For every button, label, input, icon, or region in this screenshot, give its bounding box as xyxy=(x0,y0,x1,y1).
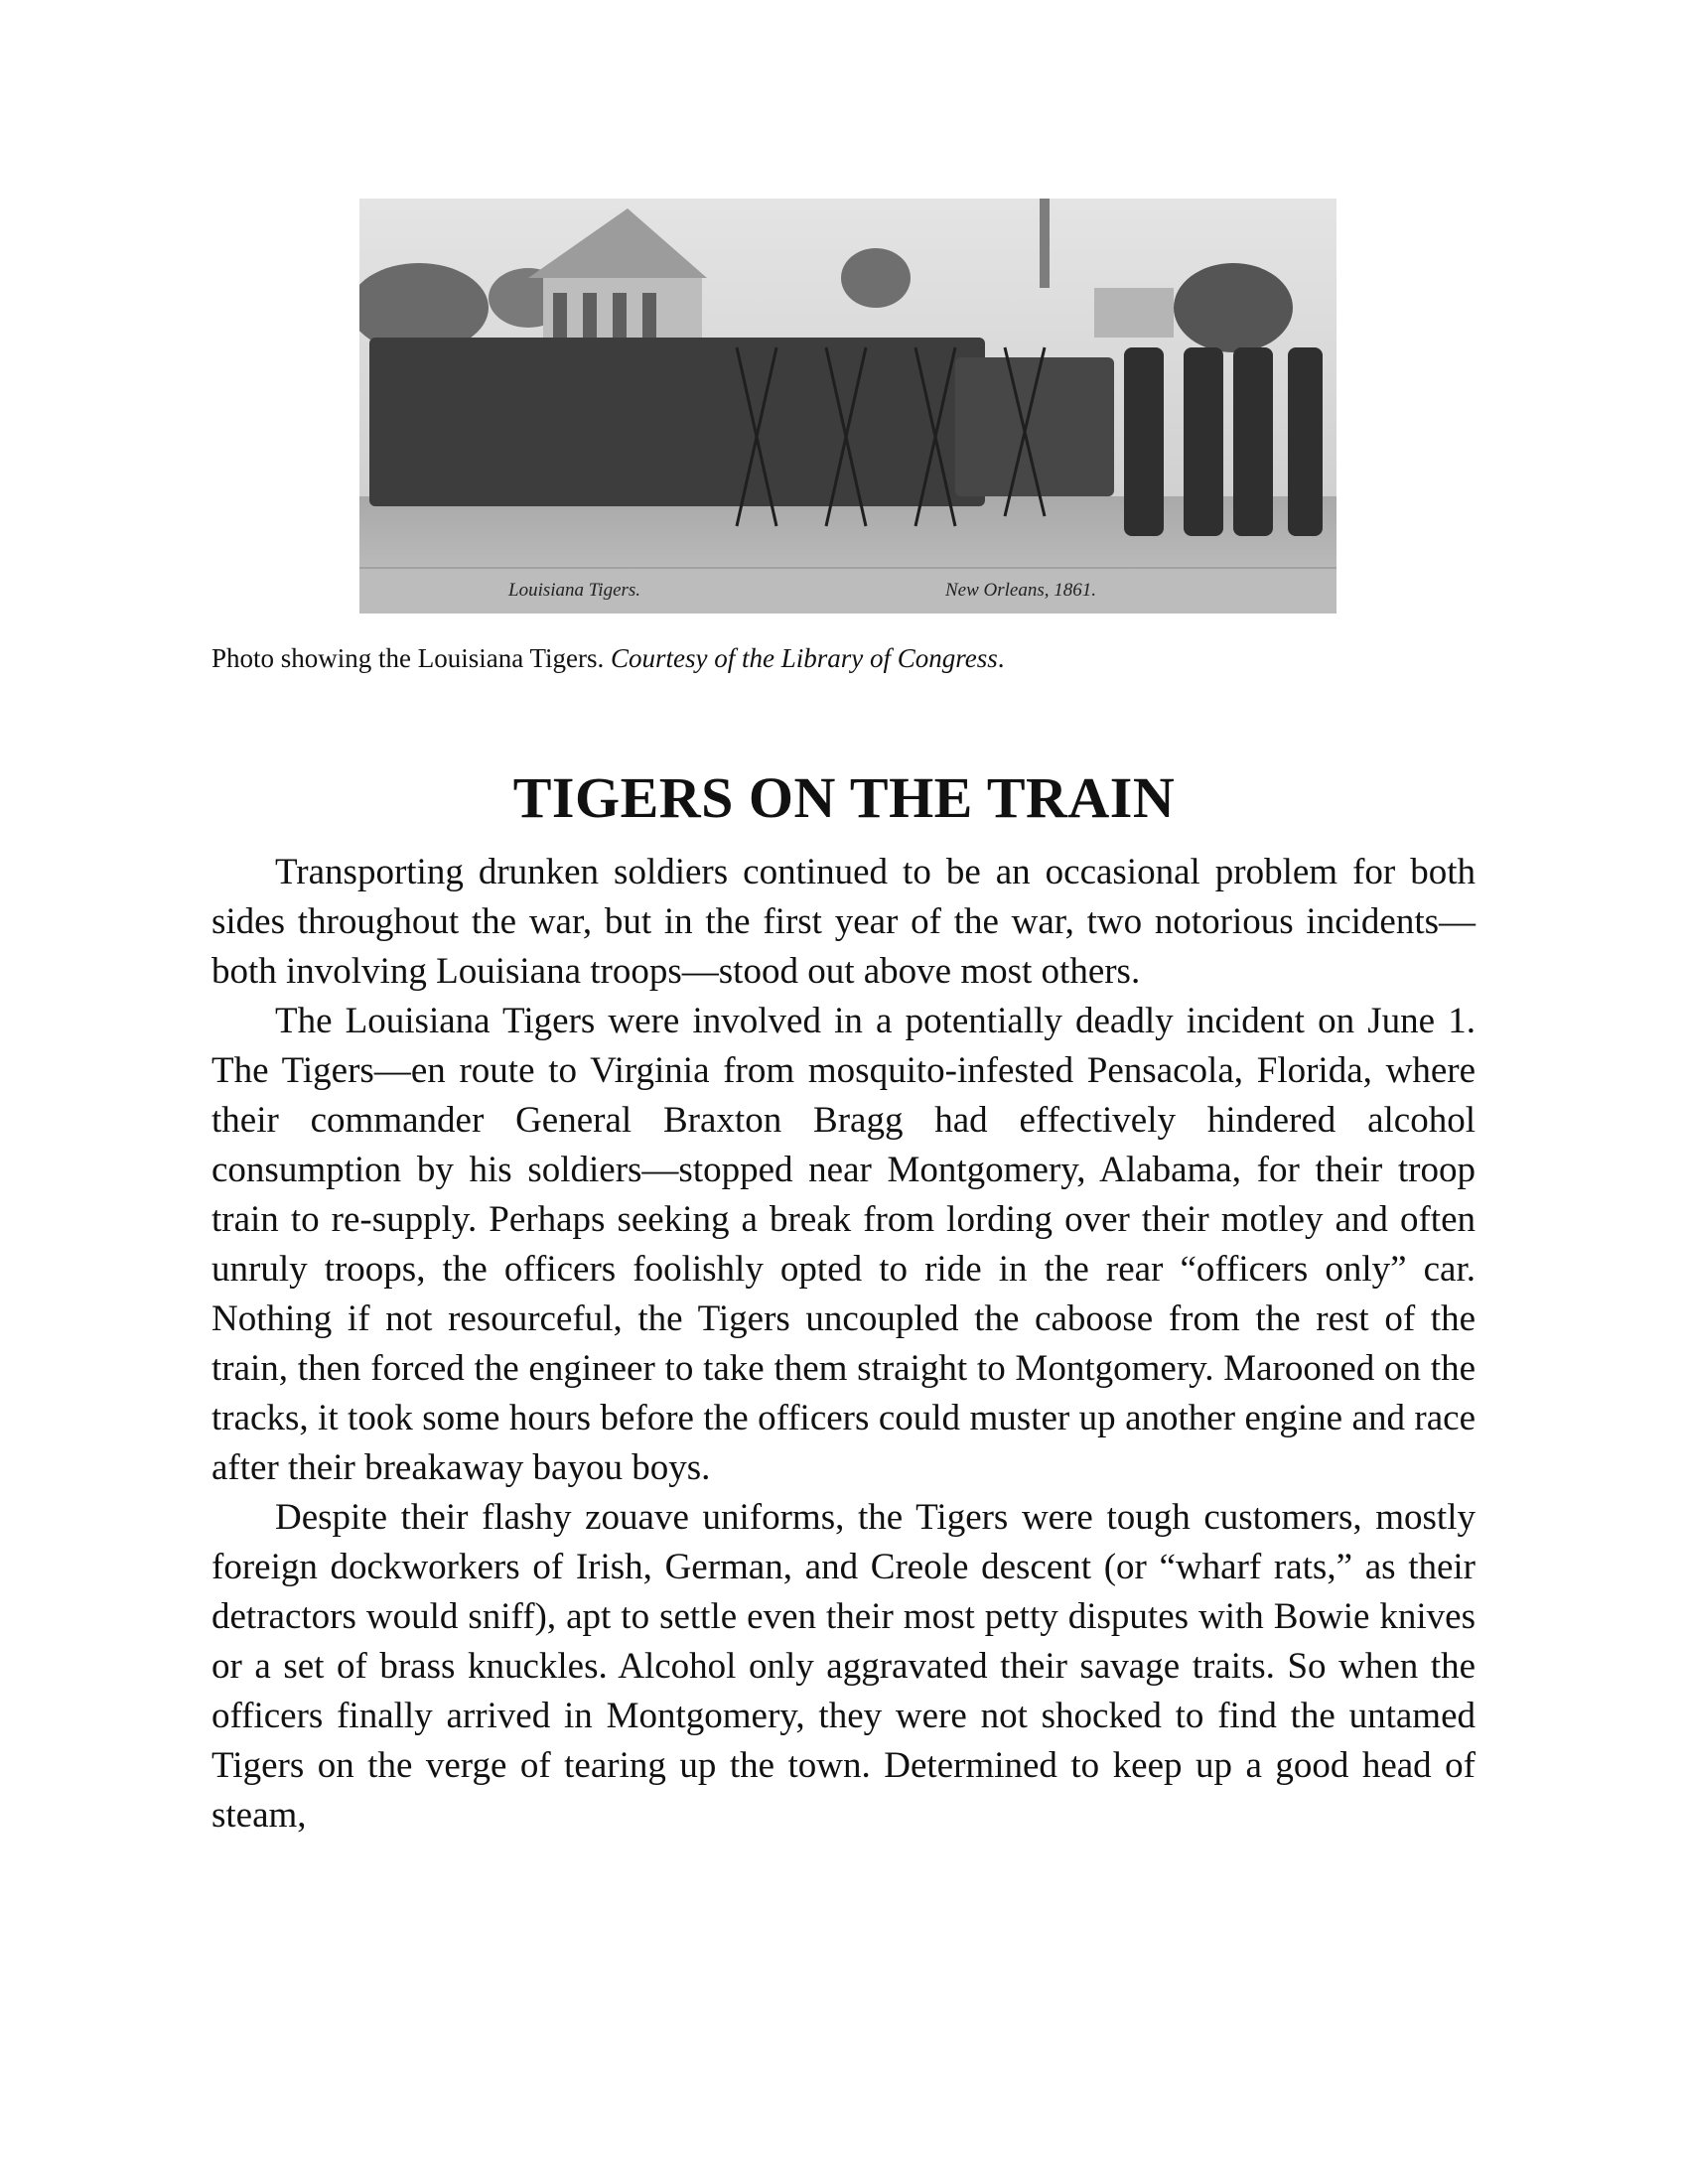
paragraph: Despite their flashy zouave uniforms, the Tigers were tough customers, mostly foreign dockworkers of Irish, German, and Creole descent (or “wharf rats,” as their detractors would sniff), apt to settle even their most petty disputes with Bowie knives or a set of brass knuckles. Alcohol only aggravated their savage traits. So when the officers finally arrived in Montgomery, they were not shocked to find the untamed Tigers on the verge of tearing up the town. Determined to keep up a good head of steam, xyxy=(211,1497,1476,1836)
photo-inscription-right: New Orleans, 1861. xyxy=(945,580,1096,601)
photo-inscription-left: Louisiana Tigers. xyxy=(508,580,641,601)
paragraph: The Louisiana Tigers were involved in a potentially deadly incident on June 1. The Tigers—en route to Virginia from mosquito-infested Pensacola, Florida, where their commander General Braxton Bragg had effectively hindered alcohol consumption by his soldiers—stopped near Montgomery, Alabama, for their troop train to re-supply. Perhaps seeking a break from lording over their motley and often unruly troops, the officers foolishly opted to ride in the rear “officers only” car. Nothing if not resourceful, the Tigers uncoupled the caboose from the rest of the train, then forced the engineer to take them straight to Montgomery. Marooned on the tracks, it took some hours before the officers could muster up another engine and race after their breakaway bayou boys. xyxy=(211,1001,1476,1488)
body-text xyxy=(211,848,1476,1841)
caption-credit: Courtesy of the Library of Congress xyxy=(611,643,998,673)
photo-caption xyxy=(211,643,1005,674)
historical-photo xyxy=(359,199,1336,614)
section-title: TIGERS ON THE TRAIN xyxy=(512,765,1176,830)
caption-end: . xyxy=(997,643,1005,673)
paragraph: Transporting drunken soldiers continued to be an occasional problem for both sides throughout the war, but in the first year of the war, two notorious incidents—both involving Louisiana troops—stood out above most others. xyxy=(211,852,1476,992)
caption-text: Photo showing the Louisiana Tigers. xyxy=(211,643,612,673)
photo-illustration xyxy=(359,199,1336,614)
